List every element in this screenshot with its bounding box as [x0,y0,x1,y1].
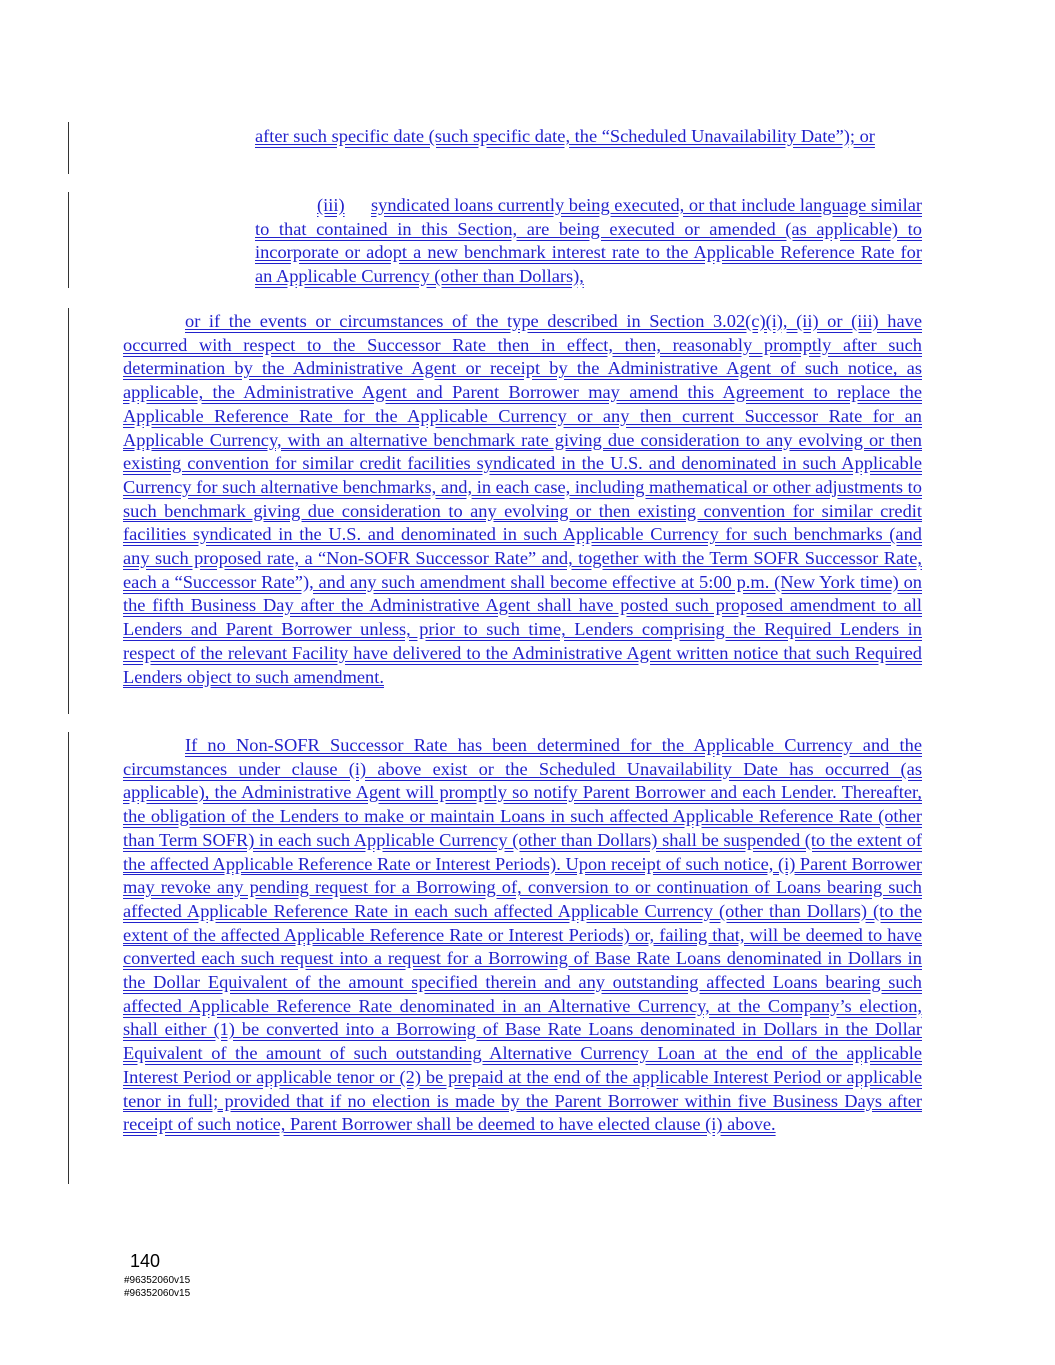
paragraph-text: or if the events or circumstances of the type described in Section 3.02(c)(i), (ii) or (iii) have occurred with respect to the Successor Rate then in effect, then, reasonably promptly after such determination by the Administrative Agent or receipt by the Administrative Agent of such notice, as applicable, the Administrative Agent and Parent Borrower may amend this Agreement to replace the Applicable Reference Rate for the Applicable Currency or any then current Successor Rate for an Applicable Currency, with an alternative benchmark rate giving due consideration to any evolving or then existing convention for similar credit facilities syndicated in the U.S. and denominated in such Applicable Currency for such alternative benchmarks, and, in each case, including mathematical or other adjustments to such benchmark giving due consideration to any evolving or then existing convention for similar credit facilities syndicated in the U.S. and denominated in such Applicable Currency for such benchmarks (and any such proposed rate, a “Non-SOFR Successor Rate” and, together with the Term SOFR Successor Rate, each a “Successor Rate”), and any such amendment shall become effective at 5:00 p.m. (New York time) on the fifth Business Day after the Administrative Agent shall have posted such proposed amendment to all Lenders and Parent Borrower unless, prior to such time, Lenders comprising the Required Lenders in respect of the relevant Facility have delivered to the Administrative Agent written notice that such Required Lenders object to such amendment. [123,311,922,687]
change-bar [68,732,69,1184]
paragraph-text: after such specific date (such specific date, the “Scheduled Unavailability Date”); or [255,126,875,146]
change-bar [68,122,69,174]
paragraph-text: If no Non-SOFR Successor Rate has been determined for the Applicable Currency and the circumstances under clause (i) above exist or the Scheduled Unavailability Date has occurred (as applicable), the Administrative Agent will promptly so notify Parent Borrower and each Lender. Thereafter, the obligation of the Lenders to make or maintain Loans in such affected Applicable Reference Rate (other than Term SOFR) in each such Applicable Currency (other than Dollars) shall be suspended (to the extent of the affected Applicable Reference Rate or Interest Periods). Upon receipt of such notice, (i) Parent Borrower may revoke any pending request for a Borrowing of, conversion to or continuation of Loans bearing such affected Applicable Reference Rate in each such affected Applicable Currency (other than Dollars) (to the extent of the affected Applicable Reference Rate or Interest Periods) or, failing that, will be deemed to have converted each such request into a request for a Borrowing of Base Rate Loans denominated in Dollars in the Dollar Equivalent of the amount specified therein and any outstanding affected Loans bearing such affected Applicable Reference Rate denominated in an Alternative Currency, at the Company’s election, shall either (1) be converted into a Borrowing of Base Rate Loans denominated in Dollars in the Dollar Equivalent of the amount of such outstanding Alternative Currency Loan at the end of the applicable Interest Period or applicable tenor or (2) be prepaid at the end of the applicable Interest Period or applicable tenor in full; provided that if no election is made by the Parent Borrower within five Business Days after receipt of such notice, Parent Borrower shall be deemed to have elected clause (i) above. [123,735,922,1135]
change-bar [68,308,69,714]
document-id: #96352060v15 [124,1275,191,1286]
paragraph-no-successor-rate [123,734,922,1137]
paragraph-scheduled-unavailability [255,125,922,149]
paragraph-successor-rate-amendment [123,310,922,689]
paragraph-clause-iii [255,194,922,289]
paragraph-text: syndicated loans currently being executed, or that include language similar to that contained in this Section, are being executed or amended (as applicable) to incorporate or adopt a new benchmark interest rate to the Applicable Reference Rate for an Applicable Currency (other than Dollars), [255,195,922,287]
change-bar [68,192,69,288]
page-number: 140 [130,1251,161,1271]
clause-label: (iii) [317,195,345,215]
document-id: #96352060v15 [124,1288,191,1299]
